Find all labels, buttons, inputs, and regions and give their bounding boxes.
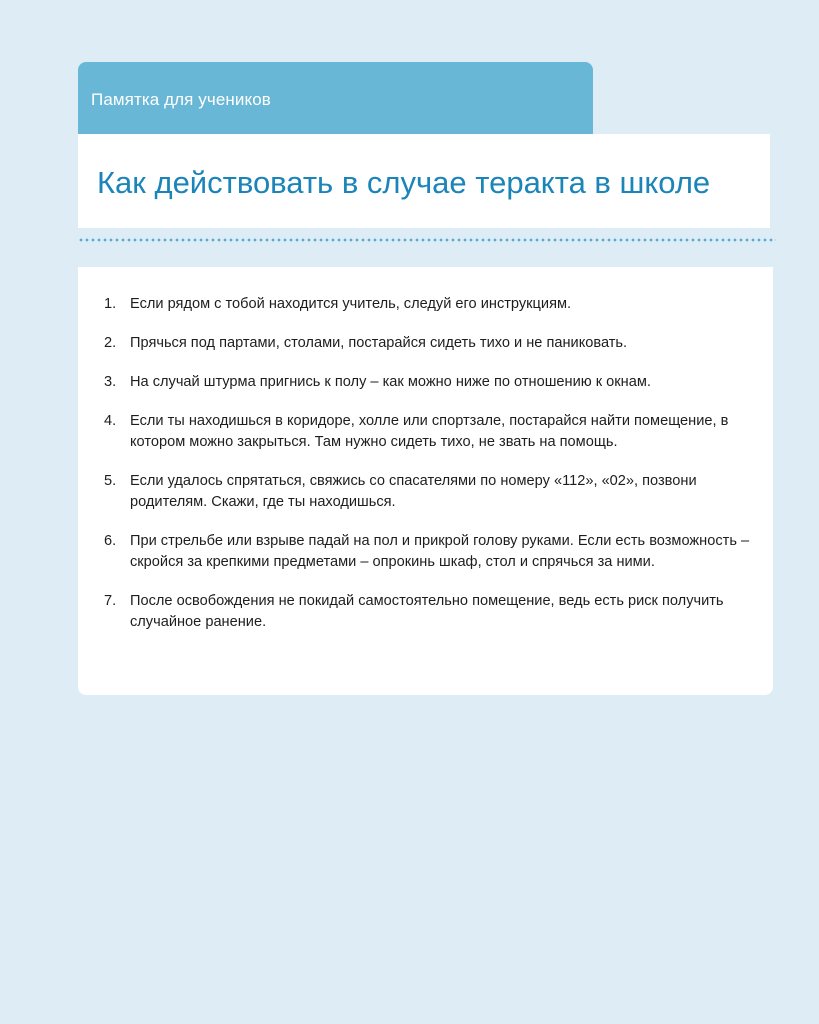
list-item [104, 294, 754, 315]
item-number: 2. [104, 335, 117, 351]
item-number: 5. [104, 473, 117, 489]
item-number: 3. [104, 374, 117, 390]
item-text: Прячься под партами, столами, постарайся сидеть тихо и не паниковать. [130, 335, 628, 351]
list-item [104, 411, 754, 453]
instructions-panel [78, 267, 773, 695]
list-item [104, 471, 754, 513]
item-text: Если ты находишься в коридоре, холле или спортзале, постарайся найти помещение, в котором можно закрыться. Там нужно сидеть тихо, не звать на помощь. [130, 413, 729, 450]
memo-tab [78, 62, 593, 136]
item-number: 1. [104, 296, 117, 312]
item-text: При стрельбе или взрыве падай на пол и прикрой голову руками. Если есть возможность – скройся за крепкими предметами – опрокинь шкаф, стол и спрячься за ними. [130, 533, 750, 570]
title-box [78, 134, 770, 228]
dotted-divider [78, 238, 776, 242]
item-number: 6. [104, 533, 117, 549]
item-text: На случай штурма пригнись к полу – как можно ниже по отношению к окнам. [130, 374, 651, 390]
list-item [104, 372, 754, 393]
list-item [104, 591, 754, 633]
memo-tab-label: Памятка для учеников [91, 90, 271, 109]
item-text: Если рядом с тобой находится учитель, следуй его инструкциям. [130, 296, 572, 312]
item-number: 7. [104, 593, 117, 609]
list-item [104, 531, 754, 573]
page-title: Как действовать в случае теракта в школе [97, 165, 711, 200]
list-item [104, 333, 754, 354]
instructions-list [104, 294, 754, 651]
item-number: 4. [104, 413, 117, 429]
item-text: Если удалось спрятаться, свяжись со спасателями по номеру «112», «02», позвони родителям. Скажи, где ты находишься. [130, 473, 697, 510]
item-text: После освобождения не покидай самостоятельно помещение, ведь есть риск получить случайное ранение. [130, 593, 724, 630]
